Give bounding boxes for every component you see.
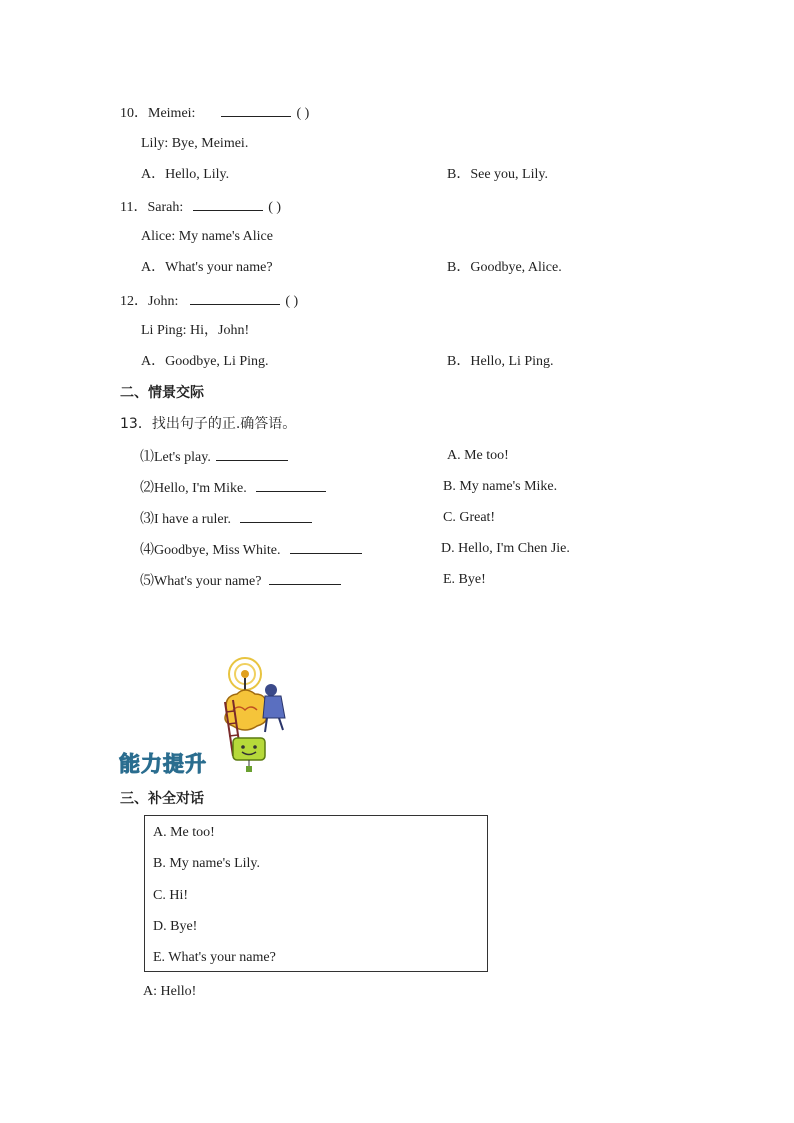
box-option-a: A. Me too! <box>153 825 215 840</box>
box-option-b: B. My name's Lily. <box>153 856 260 871</box>
question-12-option-a[interactable]: A．Goodbye, Li Ping. <box>141 354 269 369</box>
box-option-d: D. Bye! <box>153 919 198 934</box>
matching-sentence: I have a ruler. <box>154 512 231 527</box>
answer-blank-11[interactable] <box>193 197 263 211</box>
matching-sentence: Hello, I'm Mike. <box>154 481 247 496</box>
question-12-label: 12．John: <box>120 294 179 309</box>
matching-blank[interactable] <box>216 447 288 461</box>
matching-number: ⑴ <box>140 449 154 465</box>
question-10-option-b[interactable]: B．See you, Lily. <box>447 167 548 182</box>
matching-sentence: Goodbye, Miss White. <box>154 543 281 558</box>
matching-answer-c: C. Great! <box>443 510 496 525</box>
question-12 <box>120 291 298 311</box>
matching-row-4 <box>140 540 364 560</box>
question-13-label: 13．找出句子的正.确答语。 <box>120 416 297 432</box>
matching-blank[interactable] <box>290 540 362 554</box>
ability-banner-title: 能力提升 <box>119 752 207 776</box>
answer-blank-10[interactable] <box>221 103 291 117</box>
matching-row-2 <box>140 478 328 498</box>
box-option-c: C. Hi! <box>153 888 188 903</box>
question-11-label: 11．Sarah: <box>120 200 184 215</box>
matching-blank[interactable] <box>256 478 326 492</box>
matching-answer-d: D. Hello, I'm Chen Jie. <box>441 541 570 556</box>
section-2-title: 二、情景交际 <box>120 385 204 401</box>
matching-number: ⑷ <box>140 542 154 558</box>
matching-answer-b: B. My name's Mike. <box>443 479 558 494</box>
answer-blank-12[interactable] <box>190 291 280 305</box>
matching-sentence: What's your name? <box>154 574 262 589</box>
question-10 <box>120 103 309 123</box>
matching-row-5 <box>140 571 343 591</box>
matching-answer-a: A. Me too! <box>447 448 509 463</box>
answer-paren-12: ( ) <box>285 294 299 309</box>
question-11 <box>120 197 281 217</box>
matching-row-1 <box>140 447 290 467</box>
matching-number: ⑵ <box>140 480 154 496</box>
matching-sentence: Let's play. <box>154 450 211 465</box>
question-12-option-b[interactable]: B．Hello, Li Ping. <box>447 354 554 369</box>
matching-number: ⑸ <box>140 573 154 589</box>
cartoon-illustration-icon <box>205 652 295 774</box>
question-11-option-a[interactable]: A．What's your name? <box>141 260 273 275</box>
answer-paren-11: ( ) <box>268 200 282 215</box>
matching-blank[interactable] <box>240 509 312 523</box>
matching-row-3 <box>140 509 314 529</box>
box-option-e: E. What's your name? <box>153 950 276 965</box>
dialogue-line-1: A: Hello! <box>143 984 197 999</box>
matching-number: ⑶ <box>140 511 154 527</box>
question-10-reply: Lily: Bye, Meimei. <box>141 136 249 151</box>
options-box <box>144 815 488 972</box>
question-10-label: 10．Meimei: <box>120 106 196 121</box>
matching-blank[interactable] <box>269 571 341 585</box>
answer-paren-10: ( ) <box>296 106 310 121</box>
question-11-reply: Alice: My name's Alice <box>141 229 273 244</box>
question-12-reply: Li Ping: Hi，John! <box>141 323 250 338</box>
question-10-option-a[interactable]: A．Hello, Lily. <box>141 167 230 182</box>
question-11-option-b[interactable]: B．Goodbye, Alice. <box>447 260 562 275</box>
section-3-title: 三、补全对话 <box>120 791 204 807</box>
matching-answer-e: E. Bye! <box>443 572 486 587</box>
